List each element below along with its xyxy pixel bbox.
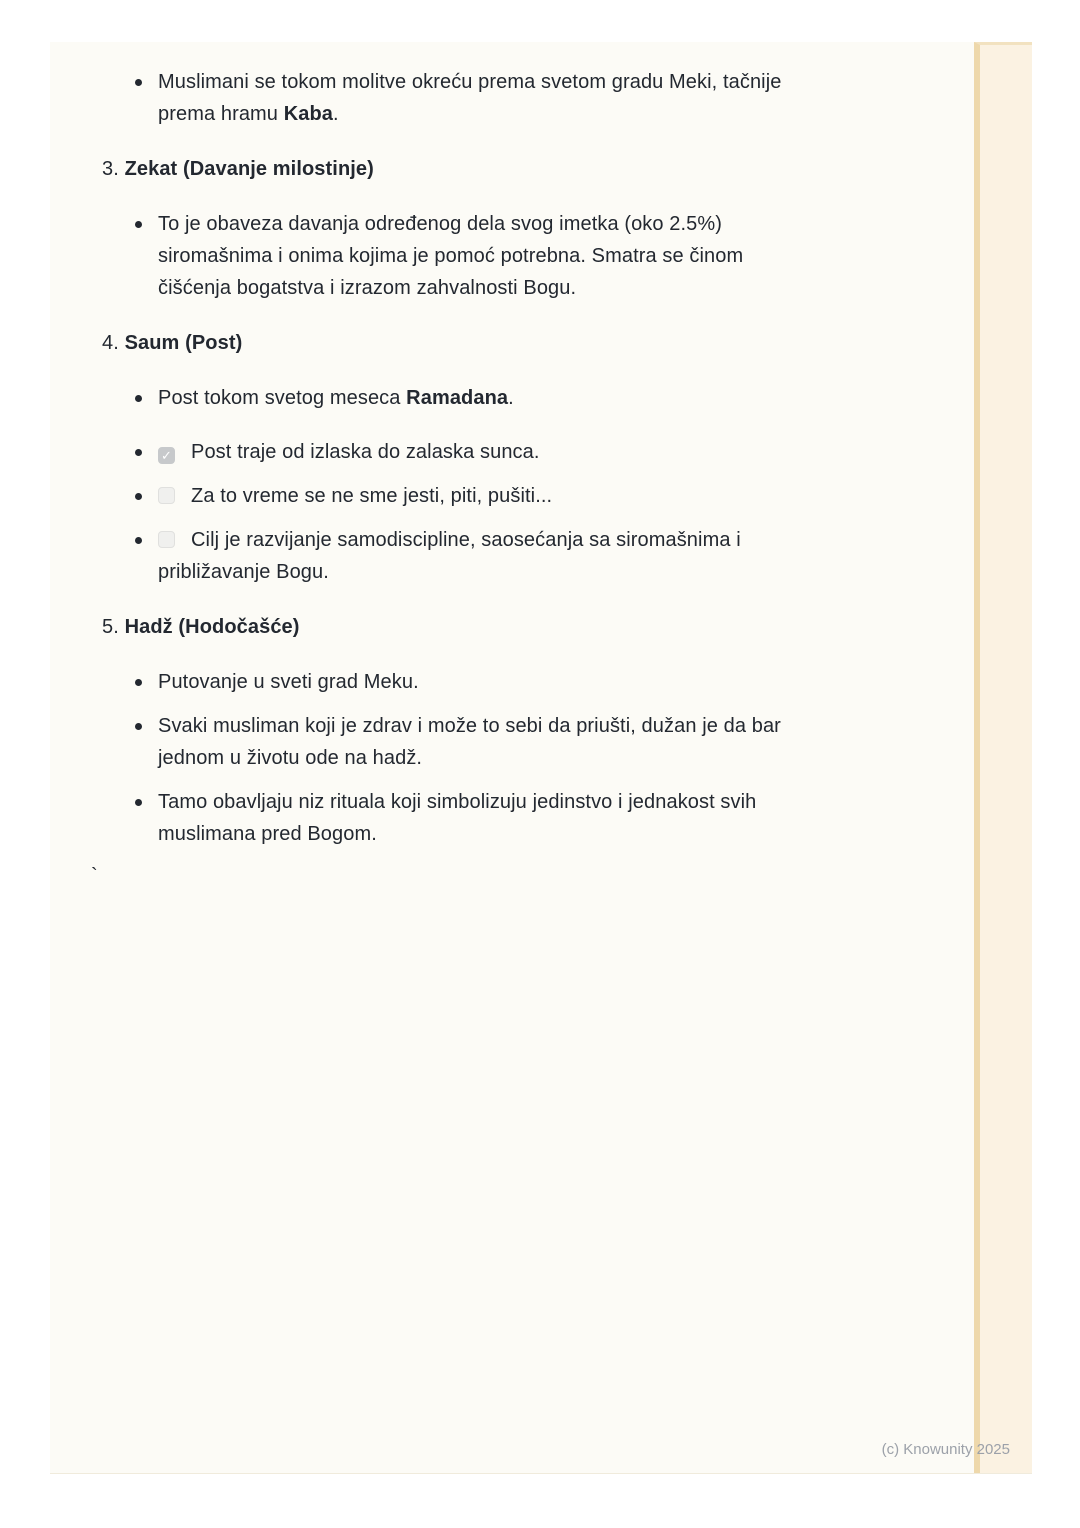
checkbox[interactable] xyxy=(158,531,175,548)
todo-text: Za to vreme se ne sme jesti, piti, pušiti... xyxy=(191,485,553,507)
list-item xyxy=(102,666,1032,698)
section-title: Zekat (Davanje milostinje) xyxy=(124,158,374,180)
text-segment: . xyxy=(508,387,514,409)
section-number: 3. xyxy=(102,158,119,180)
stray-backtick-text: ` xyxy=(91,865,98,887)
list-item-text: To je obaveza davanja određenog dela svog imetka (oko 2.5%) siromašnima i onima kojima je pomoć potrebna. Smatra se činom čišćenja bogatstva i izrazom zahvalnosti Bogu. xyxy=(158,213,744,299)
bullet-icon xyxy=(135,395,142,402)
text-segment: Post tokom svetog meseca xyxy=(158,387,407,409)
section-heading xyxy=(102,611,1032,643)
bullet-list xyxy=(102,382,1032,588)
list-item xyxy=(102,786,1032,850)
list-item-text xyxy=(158,480,552,512)
text-segment: . xyxy=(333,103,339,125)
todo-text: Cilj je razvijanje samodiscipline, saosećanja sa siromašnima i približavanje Bogu. xyxy=(158,529,741,583)
section-title: Saum (Post) xyxy=(124,332,243,354)
bullet-icon xyxy=(135,79,142,86)
list-item-text: Svaki musliman koji je zdrav i može to sebi da priušti, dužan je da bar jednom u životu ode na hadž. xyxy=(158,715,781,769)
checkbox[interactable] xyxy=(158,487,175,504)
section-number: 4. xyxy=(102,332,119,354)
list-item xyxy=(102,208,1032,304)
list-item-text xyxy=(158,382,514,414)
note-page xyxy=(50,42,1032,1474)
list-item-text: Putovanje u sveti grad Meku. xyxy=(158,671,419,693)
bullet-icon xyxy=(135,221,142,228)
bullet-list xyxy=(102,208,1032,304)
bold-text: Ramadana xyxy=(406,387,509,409)
bullet-list xyxy=(102,666,1032,850)
list-item-todo xyxy=(102,524,1032,588)
bullet-icon xyxy=(135,537,142,544)
bullet-icon xyxy=(135,449,142,456)
bullet-icon xyxy=(135,799,142,806)
list-item-text: Tamo obavljaju niz rituala koji simbolizuju jedinstvo i jednakost svih muslimana pred Bogom. xyxy=(158,791,757,845)
bullet-list xyxy=(102,66,1032,130)
list-item xyxy=(102,382,1032,414)
bold-text: Kaba xyxy=(283,103,334,125)
list-item-todo xyxy=(102,480,1032,512)
section-heading xyxy=(102,327,1032,359)
list-item-text xyxy=(158,436,540,468)
list-item xyxy=(102,66,1032,130)
checkbox[interactable] xyxy=(158,447,175,464)
text-segment: Muslimani se tokom molitve okreću prema svetom gradu Meki, tačnije prema hramu xyxy=(158,71,782,125)
section-title: Hadž (Hodočašće) xyxy=(124,616,300,638)
bullet-icon xyxy=(135,723,142,730)
todo-text: Post traje od izlaska do zalaska sunca. xyxy=(191,441,540,463)
document-content xyxy=(50,42,1032,862)
section-number: 5. xyxy=(102,616,119,638)
list-item-text xyxy=(158,524,810,588)
bullet-icon xyxy=(135,679,142,686)
bullet-icon xyxy=(135,493,142,500)
list-item-todo xyxy=(102,436,1032,468)
section-heading xyxy=(102,153,1032,185)
checkmark-icon: ✓ xyxy=(161,448,172,463)
list-item xyxy=(102,710,1032,774)
list-item-text xyxy=(158,66,810,130)
footer-credit: (c) Knowunity 2025 xyxy=(881,1441,1010,1458)
